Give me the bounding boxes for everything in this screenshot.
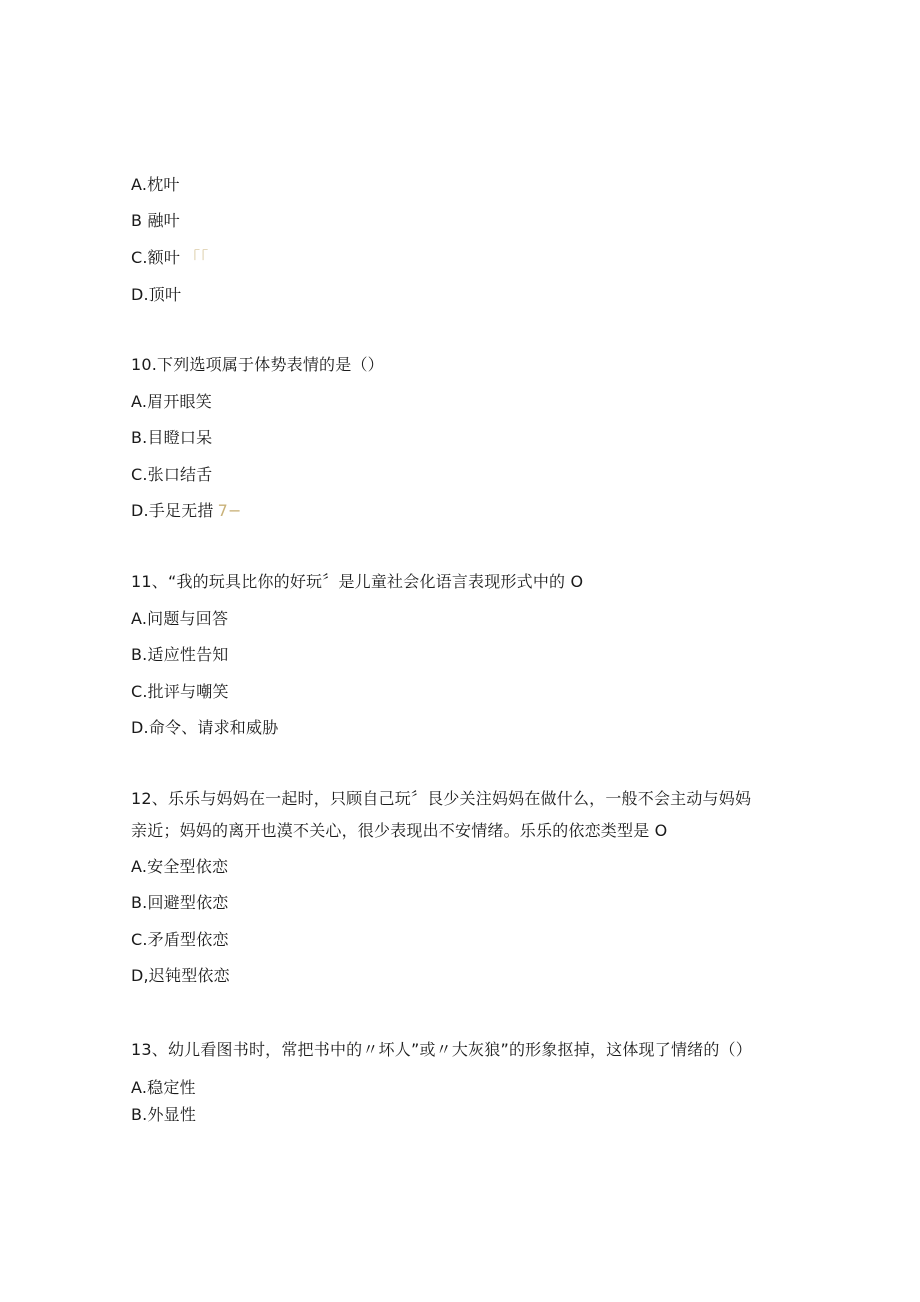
q12-option-c: C.矛盾型依恋 [131, 930, 229, 949]
q13-option-b: B.外显性 [131, 1105, 197, 1124]
q10-option-b: B.目瞪口呆 [131, 428, 213, 447]
q12-question-line1: 12、乐乐与妈妈在一起时，只顾自己玩〞艮少关注妈妈在做什么，一般不会主动与妈妈 [131, 789, 752, 808]
q13-question: 13、幼儿看图书时，常把书中的〃坏人”或〃大灰狼”的形象抠掉，这体现了情绪的（） [131, 1040, 752, 1059]
q13-option-a: A.稳定性 [131, 1078, 196, 1097]
q10-option-d [131, 500, 242, 522]
q10-option-d-text: D.手足无措 [131, 501, 214, 520]
q12-question-line2: 亲近；妈妈的离开也漠不关心，很少表现出不安情绪。乐乐的依恋类型是 O [131, 821, 668, 840]
q12-option-b: B.回避型依恋 [131, 893, 229, 912]
q11-option-a: A.问题与回答 [131, 609, 229, 628]
q11-option-b: B.适应性告知 [131, 645, 229, 664]
q9-option-c-text: C.额叶 [131, 248, 181, 267]
q10-option-a: A.眉开眼笑 [131, 392, 212, 411]
q11-option-c: C.批评与嘲笑 [131, 682, 229, 701]
q9-option-c [131, 247, 208, 269]
q9-option-c-mark: 「「 [184, 248, 209, 267]
q9-option-a: A.枕叶 [131, 175, 180, 194]
q12-option-d: D,迟钝型依恋 [131, 966, 230, 985]
q9-option-b: B 融叶 [131, 211, 180, 230]
q10-option-c: C.张口结舌 [131, 465, 213, 484]
q11-option-d: D.命令、请求和威胁 [131, 718, 279, 737]
q11-question: 11、“我的玩具比你的好玩〞是儿童社会化语言表现形式中的 O [131, 572, 584, 591]
q10-option-d-mark: 7− [217, 501, 242, 520]
q12-option-a: A.安全型依恋 [131, 857, 229, 876]
q10-question: 10.下列选项属于体势表情的是（） [131, 355, 384, 374]
q9-option-d: D.顶叶 [131, 285, 182, 304]
